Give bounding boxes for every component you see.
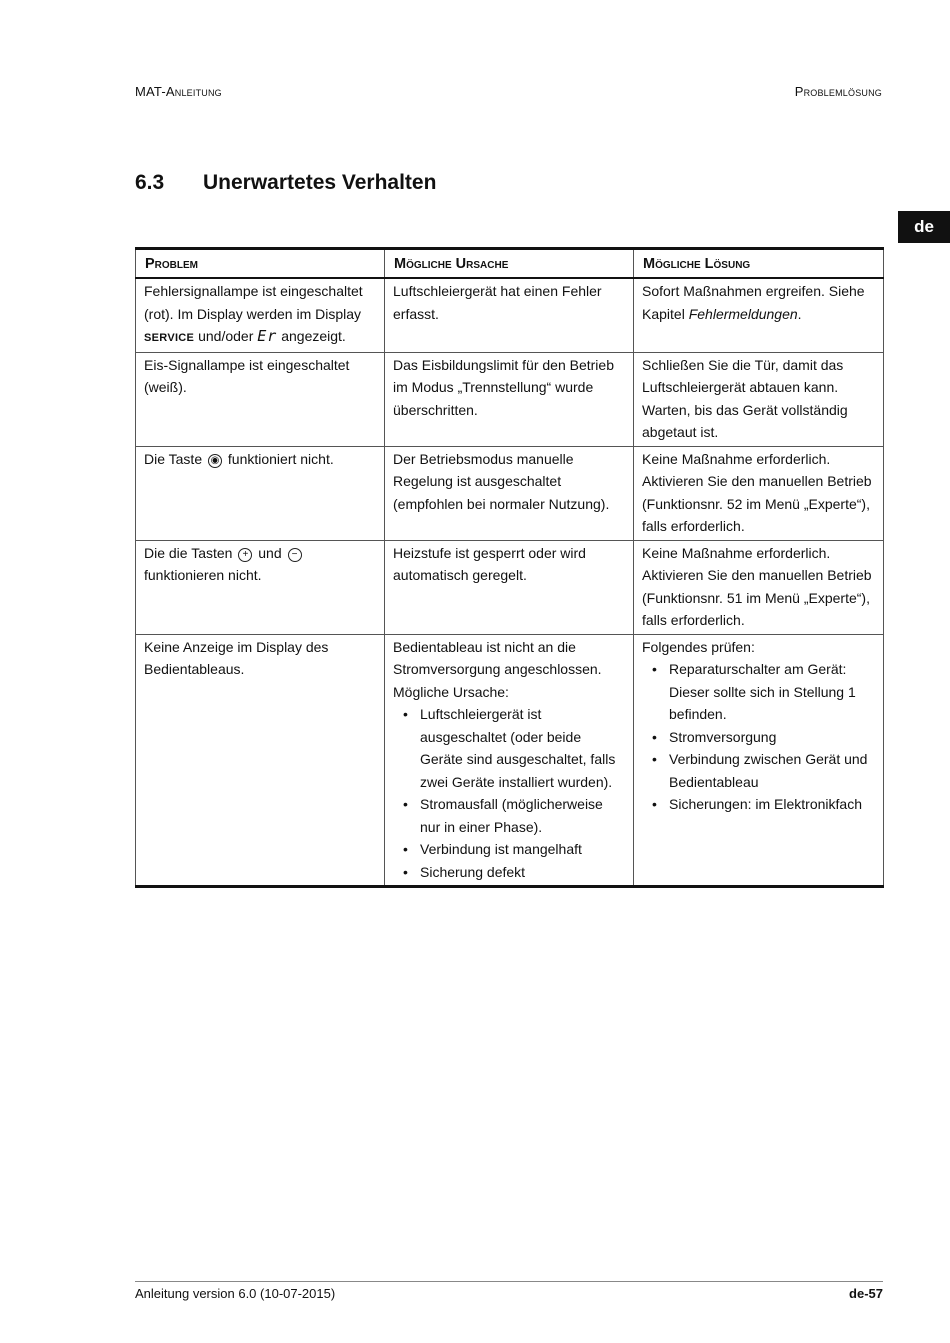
problem-cell: Keine Anzeige im Display des Bedientableaus. bbox=[136, 634, 385, 887]
column-header-solution: Mögliche Lösung bbox=[634, 249, 884, 279]
problem-text: funktioniert nicht. bbox=[227, 450, 334, 467]
list-item: • Verbindung zwischen Gerät und Bedientableau bbox=[642, 748, 875, 793]
page-number: de-57 bbox=[849, 1286, 883, 1301]
problem-text: funktionieren nicht. bbox=[144, 567, 262, 583]
problem-text: angezeigt. bbox=[277, 328, 346, 344]
table-row bbox=[136, 278, 884, 352]
list-item: • Sicherung defekt bbox=[393, 861, 625, 884]
table-header-row bbox=[136, 249, 884, 279]
column-header-problem: Problem bbox=[136, 249, 385, 279]
list-item: • Reparaturschalter am Gerät: Dieser sollte sich in Stellung 1 befinden. bbox=[642, 658, 875, 726]
problem-text: Die Taste bbox=[144, 450, 203, 467]
table-row bbox=[136, 352, 884, 446]
table-row bbox=[136, 634, 884, 887]
cause-cell: Das Eisbildungslimit für den Betrieb im Modus „Trennstellung“ wurde überschritten. bbox=[385, 352, 634, 446]
solution-text: Sofort Maßnahmen ergreifen. Siehe Kapitel bbox=[642, 283, 865, 322]
problem-cell bbox=[136, 540, 385, 634]
page-header bbox=[135, 84, 882, 104]
error-display-code: Er bbox=[257, 327, 278, 345]
service-display-text: SERVICE bbox=[144, 332, 195, 344]
section-title: Unerwartetes Verhalten bbox=[203, 171, 437, 194]
solution-cell: Keine Maßnahme erforderlich. Aktivieren Sie den manuellen Betrieb (Funktionsnr. 52 im Menü „Experte“), falls erforderlich. bbox=[634, 446, 884, 540]
cause-list bbox=[393, 703, 625, 883]
solution-list bbox=[642, 658, 875, 816]
footer-version: Anleitung version 6.0 (10-07-2015) bbox=[135, 1286, 336, 1301]
cause-cell bbox=[385, 634, 634, 887]
table-row bbox=[136, 540, 884, 634]
problem-cell bbox=[136, 278, 385, 352]
solution-text: . bbox=[797, 305, 802, 322]
cause-cell: Der Betriebsmodus manuelle Regelung ist ausgeschaltet (empfohlen bei normaler Nutzung). bbox=[385, 446, 634, 540]
solution-cell: Schließen Sie die Tür, damit das Luftschleiergerät abtauen kann. Warten, bis das Gerät vollständig abgetaut ist. bbox=[634, 352, 884, 446]
cause-cell: Heizstufe ist gesperrt oder wird automatisch geregelt. bbox=[385, 540, 634, 634]
chapter-reference: Fehlermeldungen bbox=[688, 305, 798, 322]
section-number: 6.3 bbox=[135, 171, 165, 194]
plus-button-icon: + bbox=[238, 548, 252, 562]
section-heading bbox=[135, 171, 436, 195]
solution-cell bbox=[634, 278, 884, 352]
minus-button-icon: − bbox=[288, 548, 302, 562]
list-item: • Stromausfall (möglicherweise nur in einer Phase). bbox=[393, 793, 625, 838]
header-right: Problemlösung bbox=[794, 84, 882, 99]
cause-intro: Bedientableau ist nicht an die Stromversorgung angeschlossen. Mögliche Ursache: bbox=[393, 638, 602, 700]
problem-cell: Eis-Signallampe ist eingeschaltet (weiß). bbox=[136, 352, 385, 446]
column-header-cause: Mögliche Ursache bbox=[385, 249, 634, 279]
list-item: • Stromversorgung bbox=[642, 726, 875, 749]
cause-cell: Luftschleiergerät hat einen Fehler erfasst. bbox=[385, 278, 634, 352]
language-tab: de bbox=[898, 211, 950, 243]
page-footer bbox=[135, 1281, 883, 1301]
problem-text: und/oder bbox=[194, 328, 258, 344]
troubleshooting-table bbox=[135, 247, 884, 888]
problem-text: Fehlersignallampe ist eingeschaltet (rot). Im Display werden im Display bbox=[144, 283, 363, 322]
list-item: • Sicherungen: im Elektronikfach bbox=[642, 793, 875, 816]
problem-cell bbox=[136, 446, 385, 540]
solution-intro: Folgendes prüfen: bbox=[642, 638, 755, 655]
troubleshooting-table-container bbox=[135, 247, 883, 888]
list-item: • Verbindung ist mangelhaft bbox=[393, 838, 625, 861]
problem-text: und bbox=[258, 544, 282, 561]
list-item: • Luftschleiergerät ist ausgeschaltet (oder beide Geräte sind ausgeschaltet, falls zwei Geräte installiert wurden). bbox=[393, 703, 625, 793]
header-left: MAT-Anleitung bbox=[135, 84, 222, 99]
manual-mode-button-icon: ◉ bbox=[208, 454, 222, 468]
problem-text: Die die Tasten bbox=[144, 544, 233, 561]
solution-cell: Keine Maßnahme erforderlich. Aktivieren Sie den manuellen Betrieb (Funktionsnr. 51 im Menü „Experte“), falls erforderlich. bbox=[634, 540, 884, 634]
solution-cell bbox=[634, 634, 884, 887]
table-row bbox=[136, 446, 884, 540]
